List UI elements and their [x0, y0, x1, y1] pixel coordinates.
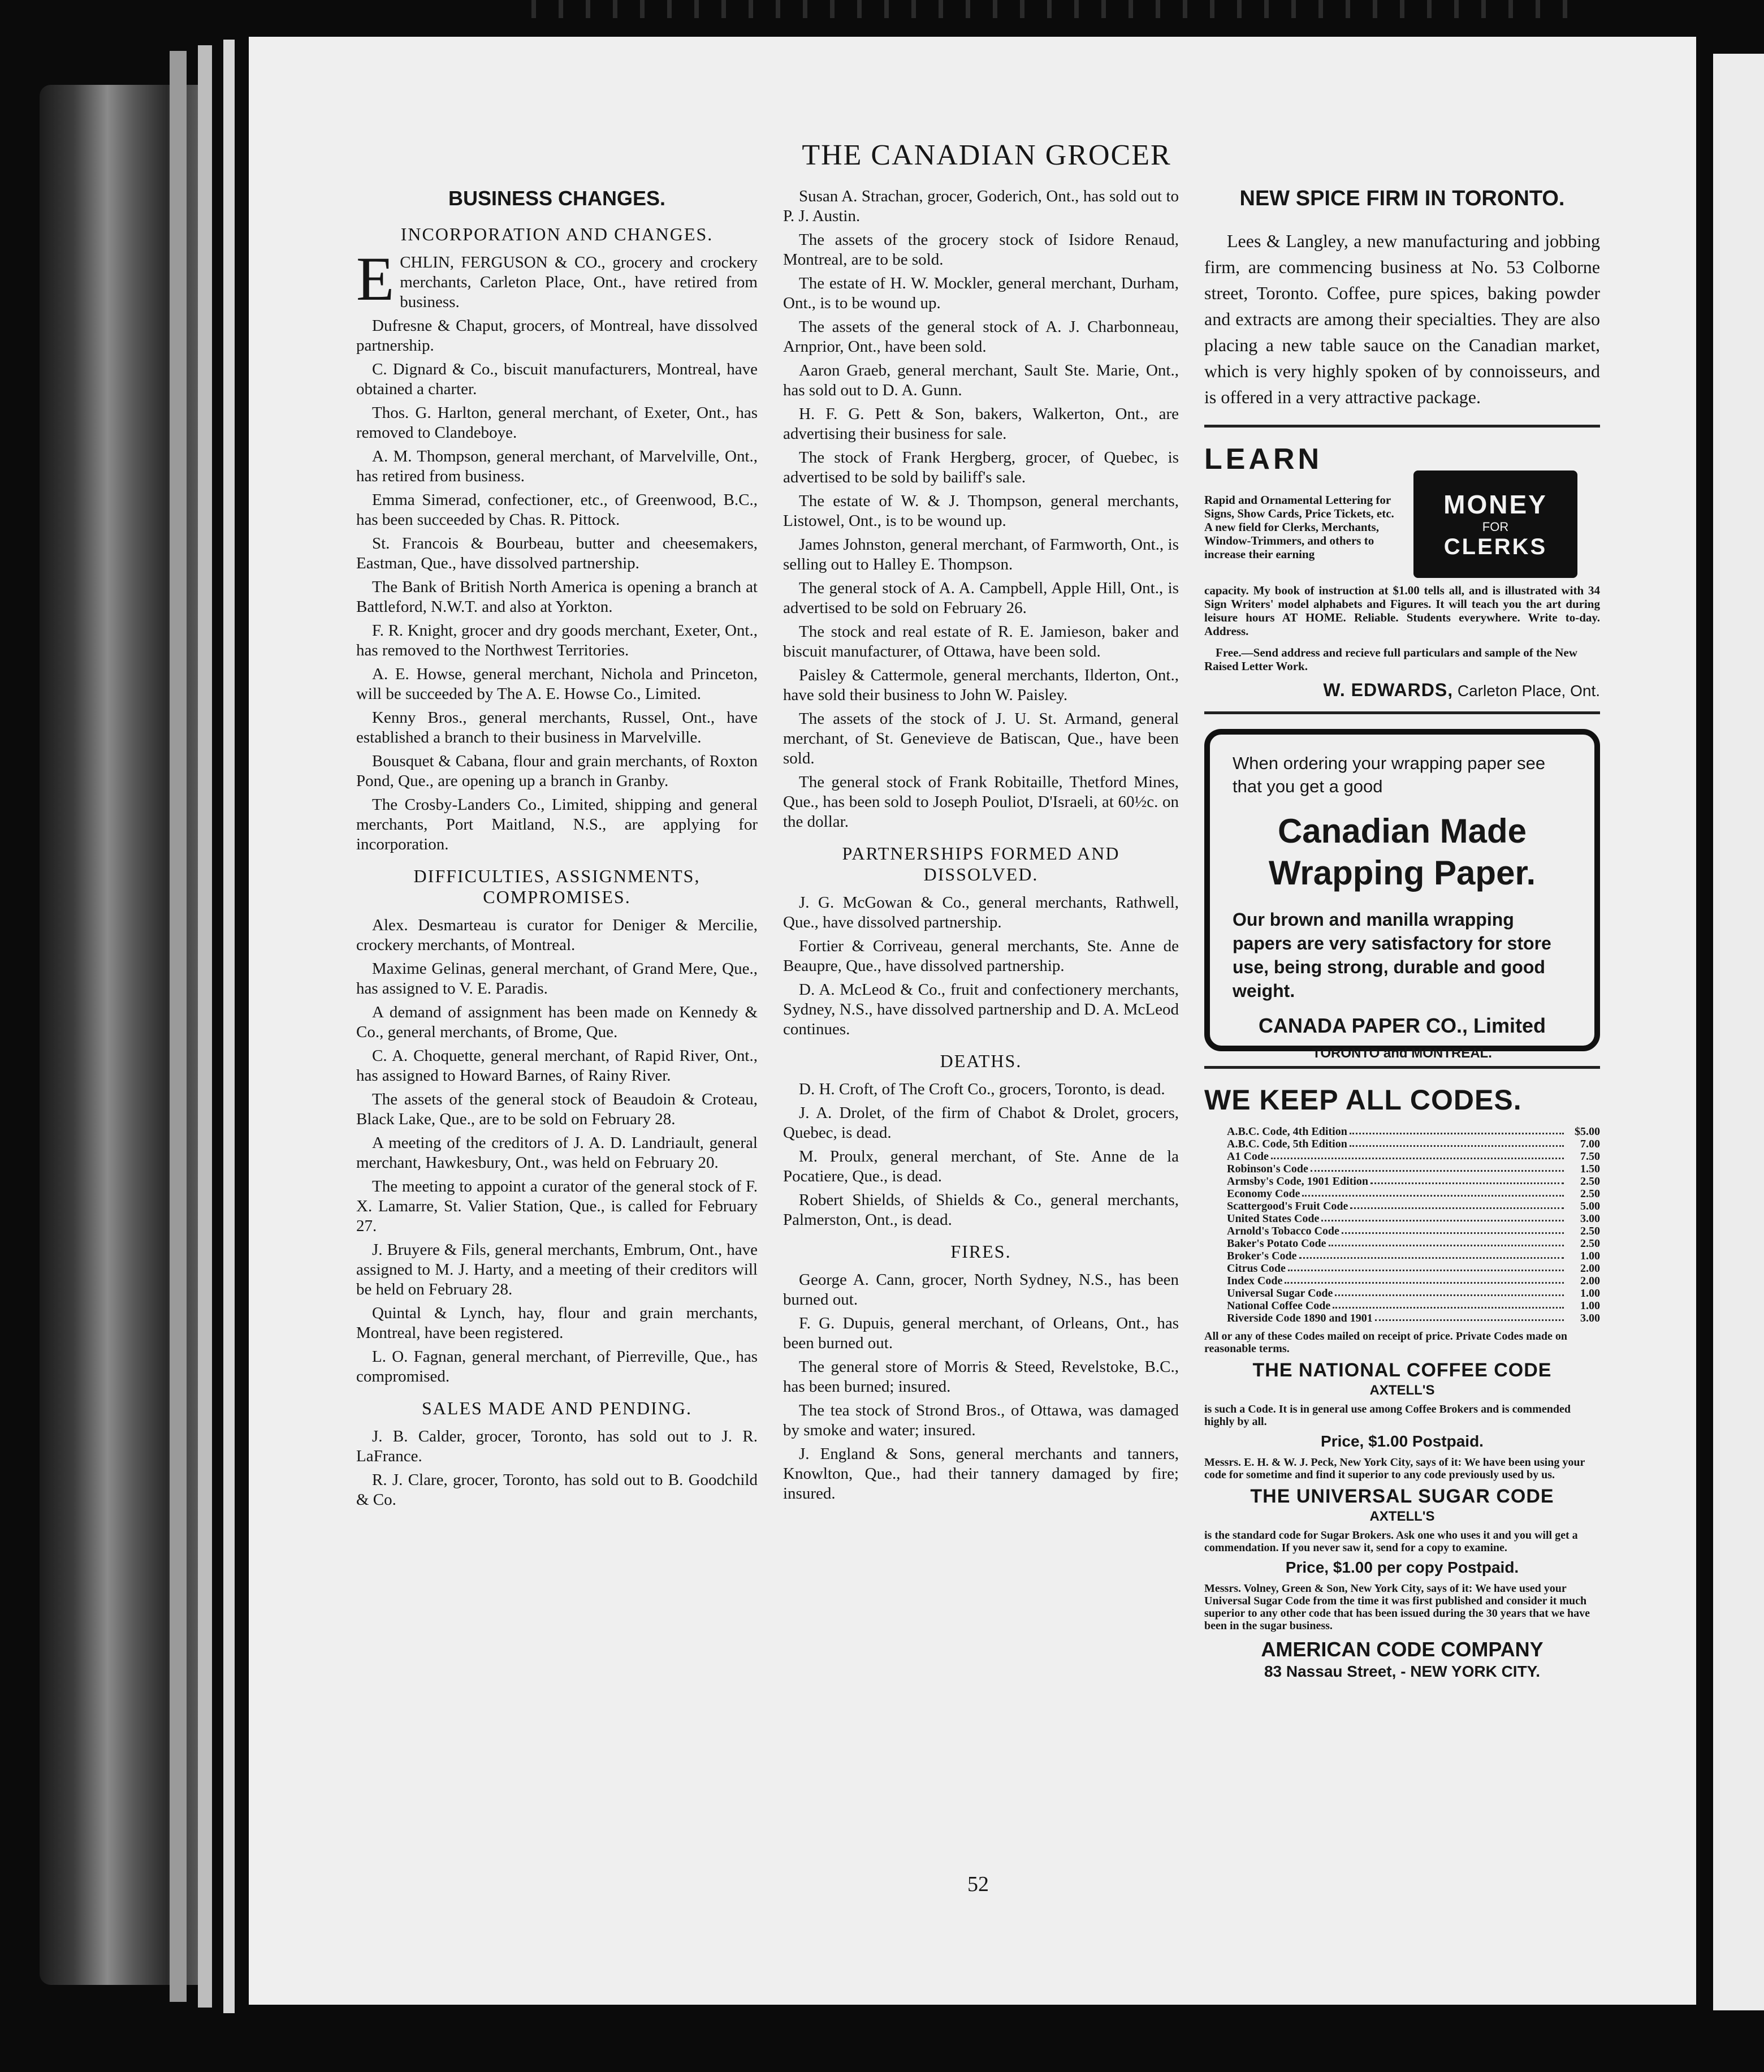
news-item: Kenny Bros., general merchants, Russel, Ont., have established a branch to their business in Marvelville.: [356, 709, 758, 746]
news-item: Bousquet & Cabana, flour and grain merchants, of Roxton Pond, Que., are opening up a branch in Granby.: [356, 752, 758, 790]
code-row: United States Code 3.00: [1227, 1212, 1600, 1225]
code-row: Armsby's Code, 1901 Edition 2.50: [1227, 1175, 1600, 1188]
divider: [1204, 711, 1600, 714]
incorporation-subtitle: INCORPORATION AND CHANGES.: [400, 224, 714, 244]
news-item: Robert Shields, of Shields & Co., general merchants, Palmerston, Ont., is dead.: [783, 1191, 1179, 1229]
news-item: The general stock of Frank Robitaille, Thetford Mines, Que., has been sold to Joseph Pouliot, D'Israeli, at 60½c. on the dollar.: [783, 773, 1179, 831]
news-item: C. Dignard & Co., biscuit manufacturers, Montreal, have obtained a charter.: [356, 360, 758, 398]
sugar-code-desc: is the standard code for Sugar Brokers. Ask one who uses it and you will get a commendation. If you never saw it, send for a copy to examine.: [1204, 1529, 1578, 1554]
news-item: Dufresne & Chaput, grocers, of Montreal, have dissolved partnership.: [356, 317, 758, 355]
news-item: The tea stock of Strond Bros., of Ottawa, was damaged by smoke and water; insured.: [783, 1401, 1179, 1439]
code-row: Citrus Code 2.00: [1227, 1262, 1600, 1275]
news-item: R. J. Clare, grocer, Toronto, has sold out to B. Goodchild & Co.: [356, 1471, 758, 1509]
news-item: D. H. Croft, of The Croft Co., grocers, Toronto, is dead.: [799, 1080, 1165, 1098]
coffee-code-brand: AXTELL'S: [1369, 1383, 1435, 1398]
news-item: The estate of W. & J. Thompson, general merchants, Listowel, Ont., is to be wound up.: [783, 492, 1179, 530]
code-row: Arnold's Tobacco Code 2.50: [1227, 1225, 1600, 1237]
facing-page-edge: [1713, 54, 1764, 2010]
drop-cap: E: [356, 244, 395, 313]
codes-ad: [1204, 1084, 1600, 1681]
partnerships-list: [783, 893, 1179, 1039]
news-item: The estate of H. W. Mockler, general merchant, Durham, Ont., is to be wound up.: [783, 274, 1179, 312]
news-item: Maxime Gelinas, general merchant, of Grand Mere, Que., has assigned to V. E. Paradis.: [356, 960, 758, 998]
news-item: The stock of Frank Hergberg, grocer, of Quebec, is advertised to be sold by bailiff's sale.: [783, 448, 1179, 486]
american-code-company: AMERICAN CODE COMPANY: [1261, 1638, 1544, 1661]
news-item: A demand of assignment has been made on Kennedy & Co., general merchants, of Brome, Que.: [356, 1003, 758, 1041]
news-item: J. G. McGowan & Co., general merchants, Rathwell, Que., have dissolved partnership.: [783, 893, 1179, 931]
code-row: National Coffee Code 1.00: [1227, 1300, 1600, 1312]
coffee-code-title: THE NATIONAL COFFEE CODE: [1252, 1359, 1552, 1381]
coffee-code-desc: is such a Code. It is in general use among Coffee Brokers and is commended highly by all.: [1204, 1403, 1571, 1428]
sugar-code-price: Price, $1.00 per copy Postpaid.: [1285, 1559, 1519, 1576]
divider: [1204, 425, 1600, 428]
news-item: Aaron Graeb, general merchant, Sault Ste. Marie, Ont., has sold out to D. A. Gunn.: [783, 361, 1179, 399]
code-row: Universal Sugar Code 1.00: [1227, 1287, 1600, 1300]
news-item: J. A. Drolet, of the firm of Chabot & Drolet, grocers, Quebec, is dead.: [783, 1104, 1179, 1142]
difficulties-list: [356, 916, 758, 1387]
news-item: Alex. Desmarteau is curator for Deniger & Mercilie, crockery merchants, of Montreal.: [356, 916, 758, 954]
paper-ad-copy: Our brown and manilla wrapping papers are very satisfactory for store use, being strong, durable and good weight.: [1233, 909, 1551, 1001]
lettering-ad-body: capacity. My book of instruction at $1.00 tells all, and is illustrated with 34 Sign Writers' model alphabets and Figures. It will teach you the art during leisure hours AT HOME. Reliable. Students everywhere. Write to-day. Address.: [1204, 584, 1600, 638]
lettering-ad: [1204, 442, 1600, 700]
deaths-subtitle: DEATHS.: [940, 1051, 1022, 1071]
paper-ad-headline: Canadian Made Wrapping Paper.: [1268, 812, 1536, 892]
news-item: The assets of the stock of J. U. St. Armand, general merchant, of St. Genevieve de Batiscan, Que., have been sold.: [783, 710, 1179, 767]
column-1: [356, 187, 758, 1514]
news-item: The assets of the general stock of A. J. Charbonneau, Arnprior, Ont., have been sold.: [783, 318, 1179, 356]
paper-ad-company: CANADA PAPER CO., Limited: [1258, 1014, 1546, 1037]
news-item: C. A. Choquette, general merchant, of Rapid River, Ont., has assigned to Howard Barnes, of Rainy River.: [356, 1047, 758, 1085]
page-edge: [198, 45, 212, 2008]
divider: [1204, 1066, 1600, 1069]
page-edge: [170, 51, 187, 2002]
sugar-code-brand: AXTELL'S: [1369, 1509, 1435, 1524]
news-item: J. Bruyere & Fils, general merchants, Embrum, Ont., have assigned to M. J. Harty, and a meeting of their creditors will be held on February 28.: [356, 1241, 758, 1298]
code-row: A1 Code 7.50: [1227, 1150, 1600, 1163]
news-item: Fortier & Corriveau, general merchants, Ste. Anne de Beaupre, Que., have dissolved partnership.: [783, 937, 1179, 975]
wrapping-paper-ad: [1204, 729, 1600, 1061]
lead-paragraph: ECHLIN, FERGUSON & CO., grocery and crockery merchants, Carleton Place, Ont., have retired from business.: [356, 244, 758, 313]
fires-list: [783, 1270, 1179, 1504]
spice-firm-title: NEW SPICE FIRM IN TORONTO.: [1239, 187, 1565, 210]
code-row: Robinson's Code 1.50: [1227, 1163, 1600, 1175]
learn-heading: LEARN: [1204, 443, 1323, 476]
codes-price-list: [1227, 1125, 1600, 1324]
news-item: The meeting to appoint a curator of the general stock of F. X. Lamarre, St. Valier Station, Que., is called for February 27.: [356, 1177, 758, 1235]
spice-firm-article: Lees & Langley, a new manufacturing and jobbing firm, are commencing business at No. 53 Colborne street, Toronto. Coffee, pure spices, baking powder and extracts are among their specialties. They are also placing a new table sauce on the Canadian market, which is very highly spoken of by connoisseurs, and is offered in a very attractive package.: [1204, 231, 1600, 407]
news-item: H. F. G. Pett & Son, bakers, Walkerton, Ont., are advertising their business for sale.: [783, 405, 1179, 443]
code-row: A.B.C. Code, 4th Edition $5.00: [1227, 1125, 1600, 1138]
sales-list: [783, 187, 1179, 832]
scan-edge: [509, 0, 1583, 18]
news-item: Susan A. Strachan, grocer, Goderich, Ont., has sold out to P. J. Austin.: [783, 187, 1179, 225]
american-code-address: 83 Nassau Street, - NEW YORK CITY.: [1264, 1663, 1541, 1680]
codes-mail-note: All or any of these Codes mailed on receipt of price. Private Codes made on reasonable terms.: [1204, 1330, 1567, 1355]
news-item: Thos. G. Harlton, general merchant, of Exeter, Ont., has removed to Clandeboye.: [356, 404, 758, 442]
news-item: A. M. Thompson, general merchant, of Marvelville, Ont., has retired from business.: [356, 447, 758, 485]
sugar-code-testimonial: Messrs. Volney, Green & Son, New York City, says of it: We have used your Universal Sugar Code from the time it was first published and consider it much superior to any other code that has been issued during the 30 years that we have been in the sugar business.: [1204, 1582, 1590, 1632]
news-item: D. A. McLeod & Co., fruit and confectionery merchants, Sydney, N.S., have dissolved partnership and D. A. McLeod continues.: [783, 981, 1179, 1038]
news-item: A. E. Howse, general merchant, Nichola and Princeton, will be succeeded by The A. E. Howse Co., Limited.: [356, 665, 758, 703]
news-item: M. Proulx, general merchant, of Ste. Anne de la Pocatiere, Que., is dead.: [783, 1147, 1179, 1185]
page-number: 52: [967, 1872, 989, 1896]
column-2: [783, 187, 1179, 1508]
code-row: Riverside Code 1890 and 1901 3.00: [1227, 1312, 1600, 1324]
news-item: F. G. Dupuis, general merchant, of Orleans, Ont., has been burned out.: [783, 1314, 1179, 1352]
news-item: L. O. Fagnan, general merchant, of Pierreville, Que., has compromised.: [356, 1348, 758, 1385]
news-item: The Bank of British North America is opening a branch at Battleford, N.W.T. and also at Yorkton.: [356, 578, 758, 616]
code-row: A.B.C. Code, 5th Edition 7.00: [1227, 1138, 1600, 1150]
sales-subtitle: SALES MADE AND PENDING.: [421, 1398, 692, 1418]
code-row: Economy Code 2.50: [1227, 1188, 1600, 1200]
news-item: The general store of Morris & Steed, Revelstoke, B.C., has been burned; insured.: [783, 1358, 1179, 1396]
running-head: THE CANADIAN GROCER: [802, 139, 1171, 171]
news-item: J. B. Calder, grocer, Toronto, has sold out to J. R. LaFrance.: [356, 1427, 758, 1465]
lettering-ad-offer: Free.—Send address and recieve full particulars and sample of the New Raised Letter Work.: [1204, 646, 1577, 673]
business-changes-title: BUSINESS CHANGES.: [448, 187, 666, 210]
lettering-ad-pitch: Rapid and Ornamental Lettering for Signs, Show Cards, Price Tickets, etc. A new field for Clerks, Merchants, Window-Trimmers, and others to increase their earning: [1204, 493, 1394, 561]
code-row: Broker's Code 1.00: [1227, 1250, 1600, 1262]
news-item: The stock and real estate of R. E. Jamieson, baker and biscuit manufacturer, of Ottawa, have been sold.: [783, 623, 1179, 661]
fires-subtitle: FIRES.: [950, 1241, 1011, 1262]
coffee-code-price: Price, $1.00 Postpaid.: [1321, 1432, 1484, 1450]
difficulties-subtitle: DIFFICULTIES, ASSIGNMENTS, COMPROMISES.: [413, 866, 701, 907]
news-item: J. England & Sons, general merchants and tanners, Knowlton, Que., had their tannery damaged by fire; insured.: [783, 1445, 1179, 1503]
sugar-code-title: THE UNIVERSAL SUGAR CODE: [1250, 1486, 1554, 1507]
codes-ad-title: WE KEEP ALL CODES.: [1204, 1084, 1522, 1116]
lettering-ad-signature: W. EDWARDS, Carleton Place, Ont.: [1323, 680, 1600, 700]
page-edge: [223, 40, 235, 2013]
money-for-clerks-logo: MONEY FOR CLERKS: [1413, 470, 1577, 578]
column-3: [1204, 187, 1600, 1681]
news-item: James Johnston, general merchant, of Farmworth, Ont., is selling out to Halley E. Thompson.: [783, 536, 1179, 573]
code-row: Baker's Potato Code 2.50: [1227, 1237, 1600, 1250]
coffee-code-testimonial: Messrs. E. H. & W. J. Peck, New York City, says of it: We have been using your code for sometime and find it superior to any code previously used by us.: [1204, 1456, 1585, 1481]
news-item: George A. Cann, grocer, North Sydney, N.S., has been burned out.: [783, 1271, 1179, 1309]
paper-ad-intro: When ordering your wrapping paper see that you get a good: [1233, 753, 1546, 796]
news-item: Quintal & Lynch, hay, flour and grain merchants, Montreal, have been registered.: [356, 1304, 758, 1342]
paper-ad-cities: TORONTO and MONTREAL.: [1312, 1046, 1492, 1061]
incorporation-list: [356, 316, 758, 854]
code-row: Index Code 2.00: [1227, 1275, 1600, 1287]
deaths-list: [783, 1080, 1179, 1230]
news-item: St. Francois & Bourbeau, butter and cheesemakers, Eastman, Que., have dissolved partnership.: [356, 534, 758, 572]
news-item: Paisley & Cattermole, general merchants, Ilderton, Ont., have sold their business to John W. Paisley.: [783, 666, 1179, 704]
code-row: Scattergood's Fruit Code 5.00: [1227, 1200, 1600, 1212]
news-item: The general stock of A. A. Campbell, Apple Hill, Ont., is advertised to be sold on February 26.: [783, 579, 1179, 617]
news-item: A meeting of the creditors of J. A. D. Landriault, general merchant, Hawkesbury, Ont., was held on February 20.: [356, 1134, 758, 1172]
news-item: The Crosby-Landers Co., Limited, shipping and general merchants, Port Maitland, N.S., are applying for incorporation.: [356, 796, 758, 853]
news-item: F. R. Knight, grocer and dry goods merchant, Exeter, Ont., has removed to the Northwest Territories.: [356, 621, 758, 659]
news-item: The assets of the general stock of Beaudoin & Croteau, Black Lake, Que., are to be sold on February 28.: [356, 1090, 758, 1128]
news-item: The assets of the grocery stock of Isidore Renaud, Montreal, are to be sold.: [783, 231, 1179, 269]
partnerships-subtitle: PARTNERSHIPS FORMED AND DISSOLVED.: [842, 843, 1120, 884]
news-item: Emma Simerad, confectioner, etc., of Greenwood, B.C., has been succeeded by Chas. R. Pittock.: [356, 491, 758, 529]
